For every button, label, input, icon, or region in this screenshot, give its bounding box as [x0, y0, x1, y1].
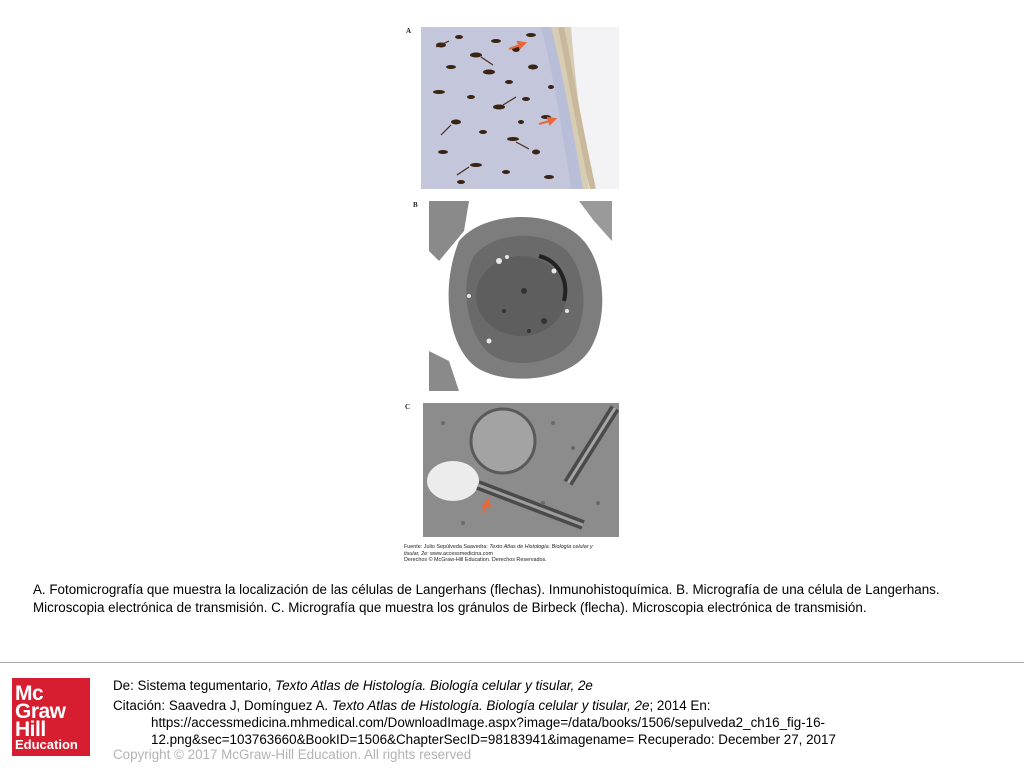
caption-line-2: Microscopia electrónica de transmisión. C. Micrografía que muestra los gránulos de Birbeck (flecha). Microscopia electrónica de transmisión. — [33, 600, 867, 615]
logo-line-3: Hill — [15, 718, 46, 741]
figure-caption — [33, 581, 1008, 617]
panel-b-label: B — [413, 201, 418, 209]
copyright-notice: Copyright © 2017 McGraw-Hill Education. All rights reserved — [113, 747, 472, 762]
source-line: De: Sistema tegumentario, Texto Atlas de Histología. Biología celular y tisular, 2e — [113, 678, 593, 693]
micrograph-a-image — [421, 27, 619, 189]
source-note-line-1: Fuente: Julio Sepúlveda Saavedra: Texto Atlas de Histología. Biología celular y — [404, 544, 593, 550]
citation-url-line-1[interactable]: https://accessmedicina.mhmedical.com/DownloadImage.aspx?image=/data/books/1506/sepulveda2_ch16_fig-16- — [151, 715, 826, 730]
micrograph-b — [429, 201, 612, 391]
logo-line-2: Graw — [15, 700, 66, 723]
citation-line: Citación: Saavedra J, Domínguez A. Texto Atlas de Histología. Biología celular y tisular, 2e; 2014 En: — [113, 698, 711, 713]
micrograph-a — [421, 27, 619, 189]
micrograph-c-image — [423, 403, 619, 537]
logo-line-1: Mc — [15, 682, 44, 705]
mcgraw-hill-logo — [12, 678, 90, 756]
figure-source-note — [404, 544, 624, 564]
panel-c-label: C — [405, 403, 411, 411]
source-note-line-2: tisular, 2e: www.accessmedicina.com — [404, 550, 493, 557]
footer-divider — [0, 662, 1024, 663]
caption-line-1: A. Fotomicrografía que muestra la localización de las células de Langerhans (flechas). Inmunohistoquímica. B. Micrografía de una célula de Langerhans. — [33, 582, 940, 597]
source-note-line-3: Derechos © McGraw-Hill Education. Derechos Reservados. — [404, 557, 547, 564]
logo-line-4: Education — [15, 737, 78, 752]
panel-a-label: A — [406, 27, 412, 35]
micrograph-b-image — [429, 201, 612, 391]
micrograph-c — [423, 403, 619, 537]
citation-url-line-2[interactable]: 12.png&sec=103763660&BookID=1506&ChapterSecID=98183941&imagename= Recuperado: December 27, 2017 — [151, 732, 836, 747]
